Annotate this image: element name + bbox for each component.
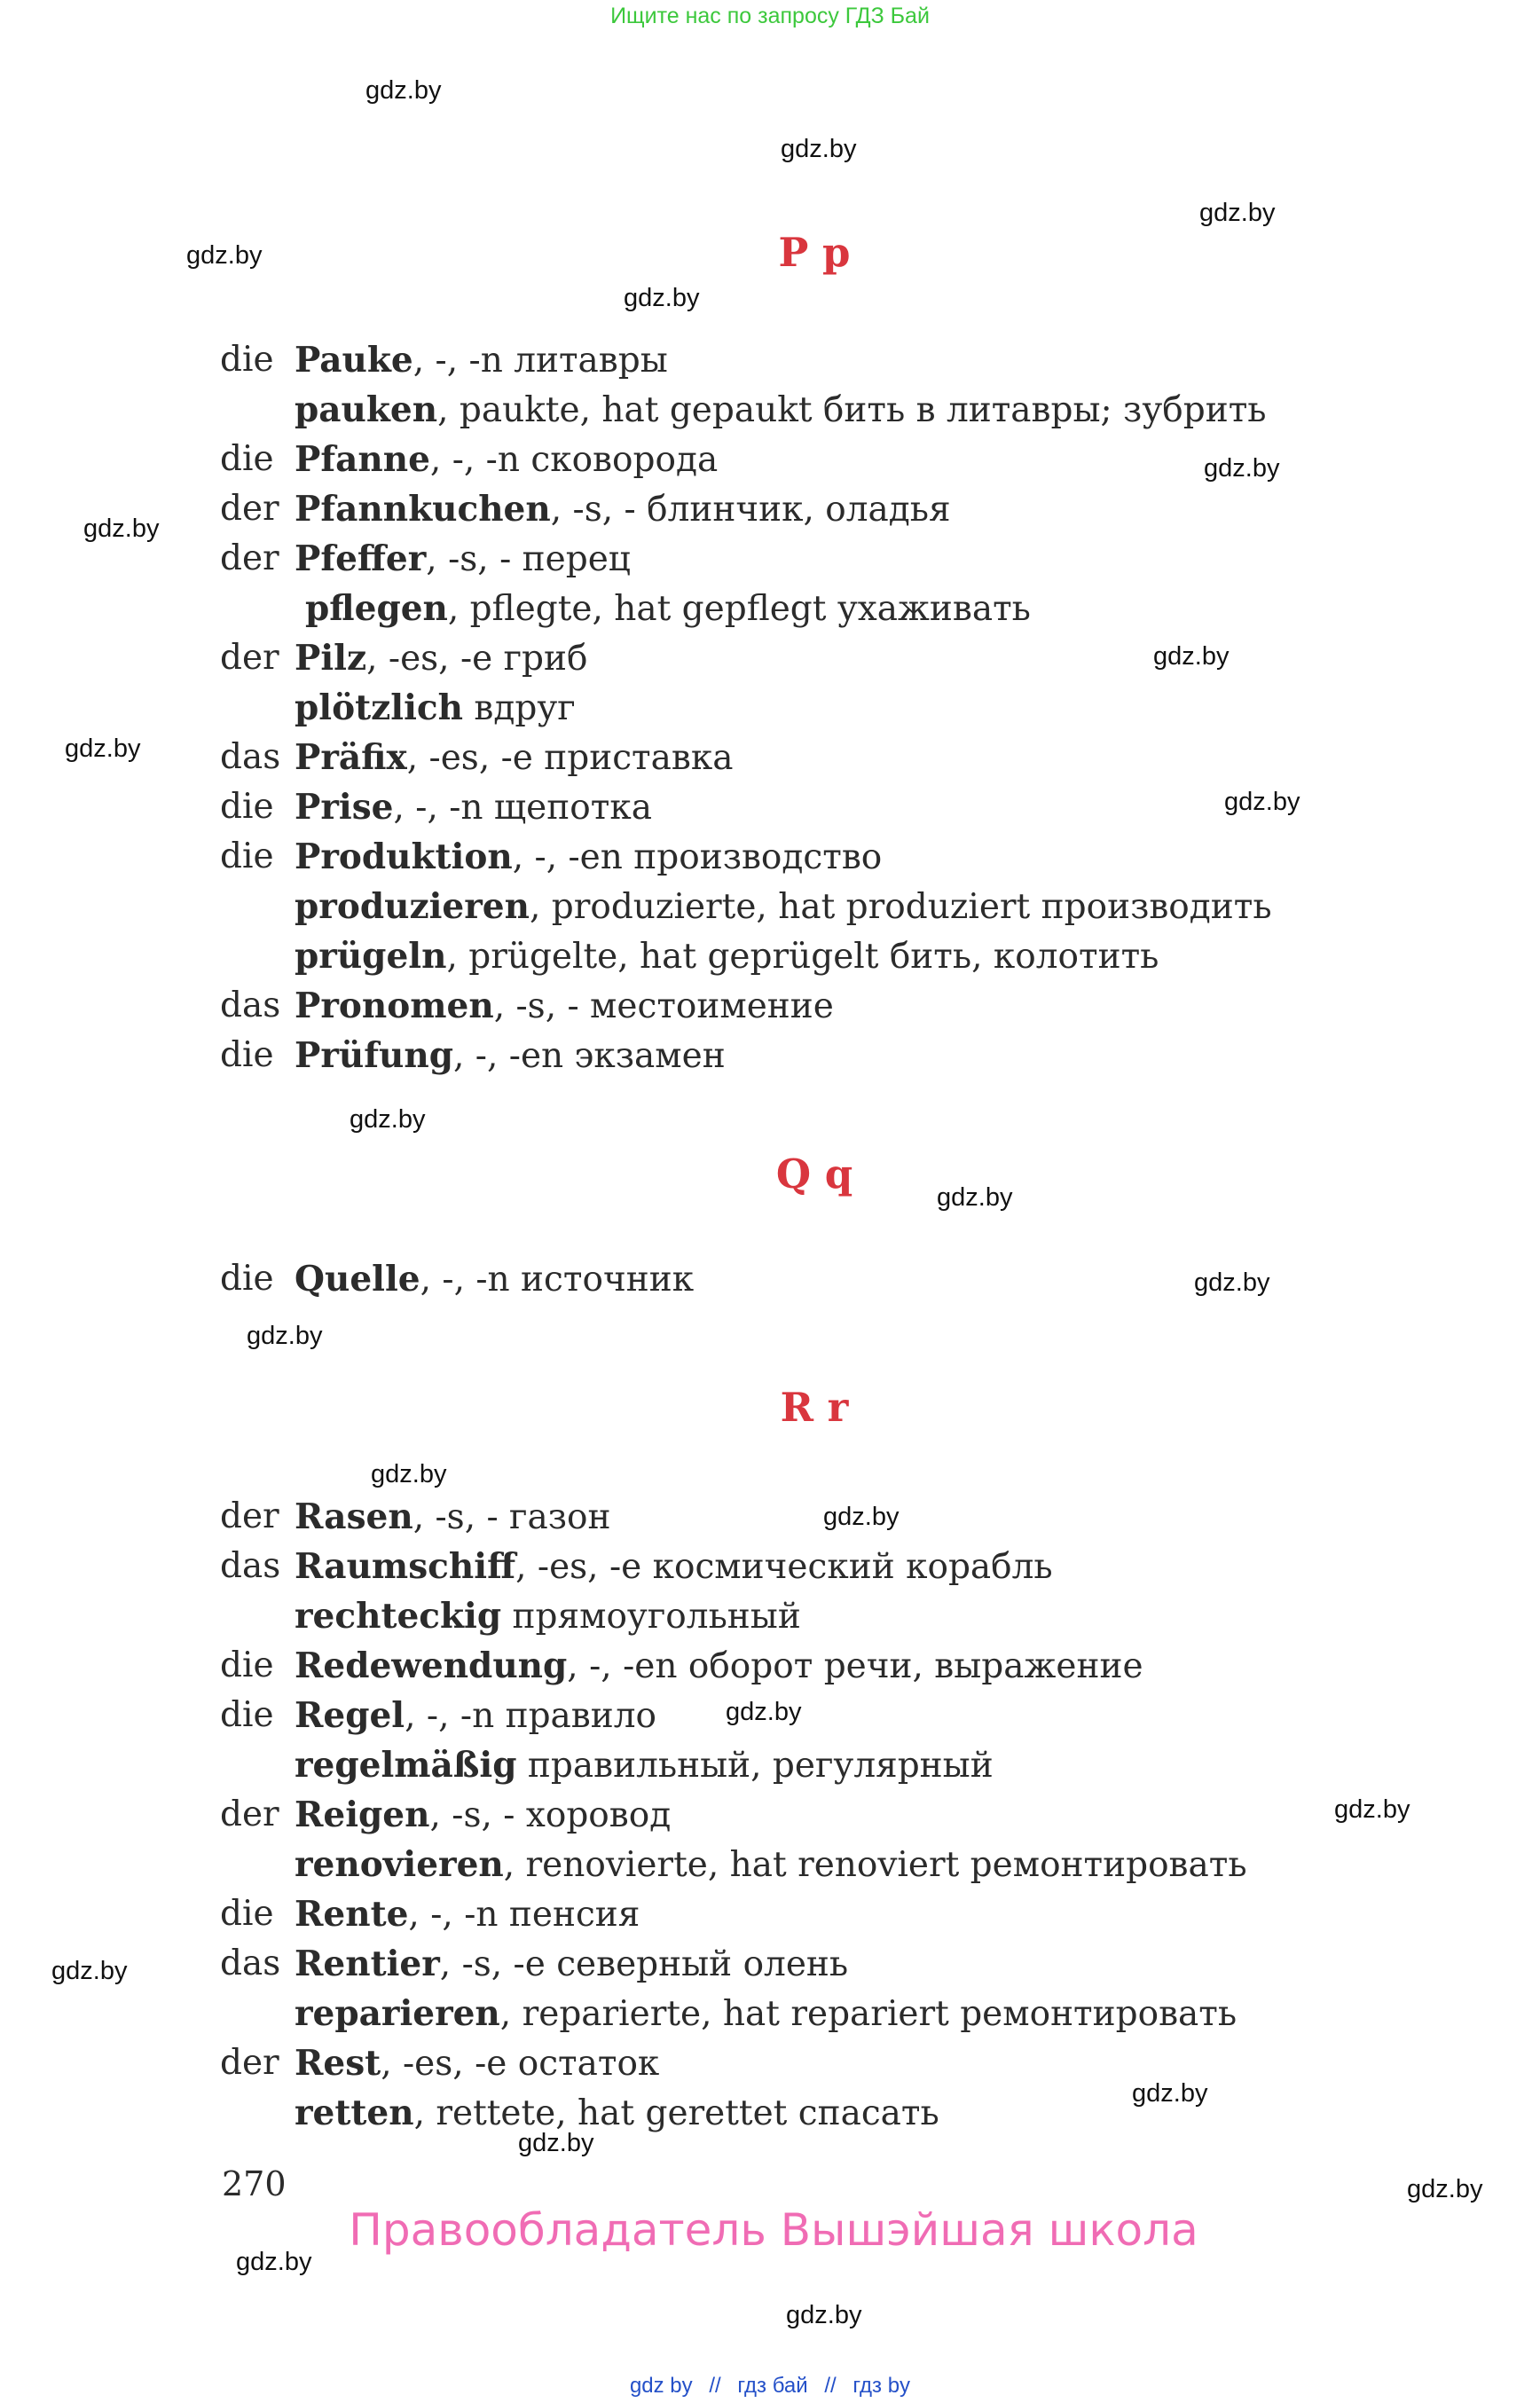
entry-article: das bbox=[220, 1546, 281, 1586]
entry-lemma: Rente bbox=[295, 1894, 409, 1935]
watermark: gdz.by bbox=[518, 2129, 594, 2157]
entry-text bbox=[295, 1031, 726, 1081]
top-search-note: Ищите нас по запросу ГДЗ Бай bbox=[610, 4, 930, 28]
entry-article: die bbox=[220, 439, 274, 479]
watermark: gdz.by bbox=[350, 1105, 426, 1134]
entry-article: die bbox=[220, 1259, 274, 1299]
entry-article: der bbox=[220, 638, 279, 678]
entry-definition: , -, -en оборот речи, выражение bbox=[567, 1646, 1143, 1686]
entry-lemma: Raumschiff bbox=[295, 1546, 516, 1587]
entry-text bbox=[295, 1840, 1247, 1890]
entry-definition: , -s, - местоимение bbox=[493, 986, 834, 1026]
entry-definition: прямоугольный bbox=[501, 1597, 801, 1637]
entry-article: das bbox=[220, 1944, 281, 1983]
entry-text bbox=[295, 1939, 848, 1990]
entry-definition: , -s, - газон bbox=[412, 1497, 611, 1537]
footer-link-gdz-by[interactable]: gdz by bbox=[629, 2374, 693, 2398]
entry-article: die bbox=[220, 1695, 274, 1735]
entry-definition: , -, -en экзамен bbox=[453, 1036, 726, 1076]
entry-definition: , -, -n источник bbox=[420, 1260, 695, 1300]
entry-text bbox=[295, 1740, 994, 1791]
entry-definition: , -s, - хоровод bbox=[429, 1795, 672, 1835]
section-letter-r: R r bbox=[780, 1384, 849, 1431]
entry-text bbox=[295, 1254, 694, 1305]
entry-text bbox=[295, 1641, 1143, 1692]
entry-text bbox=[295, 484, 951, 535]
entry-article: die bbox=[220, 1645, 274, 1685]
entry-text bbox=[295, 832, 882, 883]
watermark: gdz.by bbox=[726, 1698, 802, 1726]
entry-lemma: Redewendung bbox=[295, 1645, 568, 1686]
entry-article: das bbox=[220, 986, 281, 1025]
entry-lemma: Rasen bbox=[295, 1496, 413, 1537]
entry-definition: , -, -n пенсия bbox=[408, 1895, 640, 1935]
entry-text bbox=[295, 1591, 801, 1642]
entry-lemma: pauken bbox=[295, 389, 438, 430]
entry-definition: вдруг bbox=[463, 688, 576, 728]
entry-definition: , -s, -e северный олень bbox=[439, 1944, 849, 1984]
entry-article: der bbox=[220, 2043, 279, 2083]
page-number: 270 bbox=[222, 2164, 287, 2203]
footer-link-gdz-by-cyr[interactable]: гдз by bbox=[852, 2374, 911, 2398]
entry-lemma: Pauke bbox=[295, 340, 413, 381]
entry-article: der bbox=[220, 538, 279, 578]
watermark: gdz.by bbox=[1132, 2079, 1208, 2108]
entry-text bbox=[295, 931, 1159, 982]
entry-lemma: Präfix bbox=[295, 737, 407, 778]
entry-definition: , prügelte, hat geprügelt бить, колотить bbox=[446, 937, 1159, 977]
entry-lemma: Produktion bbox=[295, 836, 513, 877]
watermark: gdz.by bbox=[1224, 788, 1300, 816]
entry-lemma: retten bbox=[295, 2093, 414, 2133]
entry-text bbox=[295, 733, 733, 783]
watermark: gdz.by bbox=[781, 135, 857, 163]
entry-lemma: Pfeffer bbox=[295, 538, 427, 579]
watermark: gdz.by bbox=[371, 1460, 447, 1488]
entry-text bbox=[295, 1691, 656, 1741]
entry-text bbox=[295, 435, 718, 485]
entry-lemma: regelmäßig bbox=[295, 1745, 517, 1786]
entry-lemma: Rentier bbox=[295, 1944, 440, 1984]
entry-lemma: Pfanne bbox=[295, 439, 430, 480]
entry-definition: , rettete, hat gerettet спасать bbox=[413, 2093, 939, 2133]
entry-lemma: Pfannkuchen bbox=[295, 489, 551, 530]
entry-lemma: Pronomen bbox=[295, 986, 494, 1026]
watermark: gdz.by bbox=[1204, 454, 1280, 483]
entry-text bbox=[295, 1889, 640, 1940]
watermark: gdz.by bbox=[786, 2301, 862, 2329]
entry-text bbox=[295, 2088, 939, 2139]
entry-article: der bbox=[220, 489, 279, 529]
entry-definition: , -s, - блинчик, оладья bbox=[550, 490, 951, 530]
entry-definition: , -es, -e остаток bbox=[381, 2044, 660, 2084]
entry-text bbox=[295, 1989, 1237, 2039]
watermark: gdz.by bbox=[65, 734, 141, 763]
footer-separator: // bbox=[709, 2374, 721, 2398]
entry-lemma: Prise bbox=[295, 787, 394, 828]
entry-text bbox=[295, 1492, 611, 1543]
watermark: gdz.by bbox=[1194, 1268, 1270, 1297]
entry-definition: , -, -en производство bbox=[512, 837, 883, 877]
watermark: gdz.by bbox=[186, 241, 263, 270]
watermark: gdz.by bbox=[365, 76, 442, 105]
entry-lemma: Reigen bbox=[295, 1794, 430, 1835]
entry-article: das bbox=[220, 737, 281, 777]
rights-holder-notice: Правообладатель Вышэйшая школа bbox=[349, 2204, 1198, 2256]
entry-text bbox=[295, 683, 576, 734]
entry-definition: , -es, -e гриб bbox=[366, 639, 588, 679]
entry-article: der bbox=[220, 1496, 279, 1536]
entry-lemma: reparieren bbox=[295, 1993, 500, 2034]
entry-definition: , -, -n литавры bbox=[412, 341, 668, 381]
entry-definition: , -s, - перец bbox=[426, 539, 631, 579]
entry-lemma: Pilz bbox=[295, 638, 367, 679]
entry-definition: , -es, -e космический корабль bbox=[515, 1547, 1053, 1587]
entry-text bbox=[295, 981, 834, 1032]
footer-links bbox=[0, 2374, 1540, 2399]
watermark: gdz.by bbox=[624, 284, 700, 312]
entry-text bbox=[295, 1790, 671, 1841]
entry-lemma: Quelle bbox=[295, 1259, 420, 1300]
entry-article: die bbox=[220, 836, 274, 876]
entry-text bbox=[295, 1542, 1053, 1592]
entry-definition: , -, -n сковорода bbox=[429, 440, 719, 480]
entry-definition: , paukte, hat gepaukt бить в литавры; зубрить bbox=[437, 390, 1267, 430]
entry-article: die bbox=[220, 787, 274, 827]
entry-definition: , -, -n правило bbox=[405, 1696, 656, 1736]
entry-lemma: renovieren bbox=[295, 1844, 504, 1885]
entry-definition: , renovierte, hat renoviert ремонтировать bbox=[503, 1845, 1247, 1885]
entry-article: die bbox=[220, 1035, 274, 1075]
entry-lemma: rechteckig bbox=[295, 1596, 502, 1637]
entry-text bbox=[295, 633, 588, 684]
entry-text bbox=[305, 584, 1031, 634]
entry-text bbox=[295, 385, 1267, 436]
entry-definition: правильный, регулярный bbox=[516, 1746, 994, 1786]
entry-definition: , produzierte, hat produziert производить bbox=[529, 887, 1272, 927]
entry-lemma: plötzlich bbox=[295, 687, 463, 728]
footer-link-gdz-bai[interactable]: гдз бай bbox=[737, 2374, 808, 2398]
entry-lemma: Prüfung bbox=[295, 1035, 453, 1076]
watermark: gdz.by bbox=[247, 1322, 323, 1350]
watermark: gdz.by bbox=[1199, 199, 1276, 227]
watermark: gdz.by bbox=[1334, 1795, 1410, 1824]
watermark: gdz.by bbox=[236, 2248, 312, 2276]
watermark: gdz.by bbox=[83, 514, 160, 543]
entry-article: die bbox=[220, 340, 274, 380]
entry-lemma: produzieren bbox=[295, 886, 530, 927]
entry-text bbox=[295, 2038, 659, 2089]
watermark: gdz.by bbox=[1407, 2175, 1483, 2203]
entry-lemma: Regel bbox=[295, 1695, 405, 1736]
entry-lemma: prügeln bbox=[295, 936, 447, 977]
entry-definition: , -, -n щепотка bbox=[393, 788, 652, 828]
entry-article: der bbox=[220, 1794, 279, 1834]
entry-article: die bbox=[220, 1894, 274, 1934]
entry-text bbox=[295, 534, 631, 585]
entry-text bbox=[295, 782, 652, 833]
watermark: gdz.by bbox=[1153, 642, 1230, 671]
entry-text bbox=[295, 882, 1272, 932]
watermark: gdz.by bbox=[937, 1183, 1013, 1212]
entry-definition: , pflegte, hat gepflegt ухаживать bbox=[447, 589, 1031, 629]
entry-lemma: pflegen bbox=[305, 588, 448, 629]
entry-text bbox=[295, 335, 668, 386]
entry-lemma: Rest bbox=[295, 2043, 381, 2084]
watermark: gdz.by bbox=[823, 1503, 900, 1531]
entry-definition: , -es, -e приставка bbox=[406, 738, 734, 778]
section-letter-p: P p bbox=[778, 229, 851, 276]
section-letter-q: Q q bbox=[775, 1150, 853, 1198]
footer-separator: // bbox=[824, 2374, 837, 2398]
entry-definition: , reparierte, hat repariert ремонтировать bbox=[499, 1994, 1238, 2034]
watermark: gdz.by bbox=[51, 1957, 128, 1985]
